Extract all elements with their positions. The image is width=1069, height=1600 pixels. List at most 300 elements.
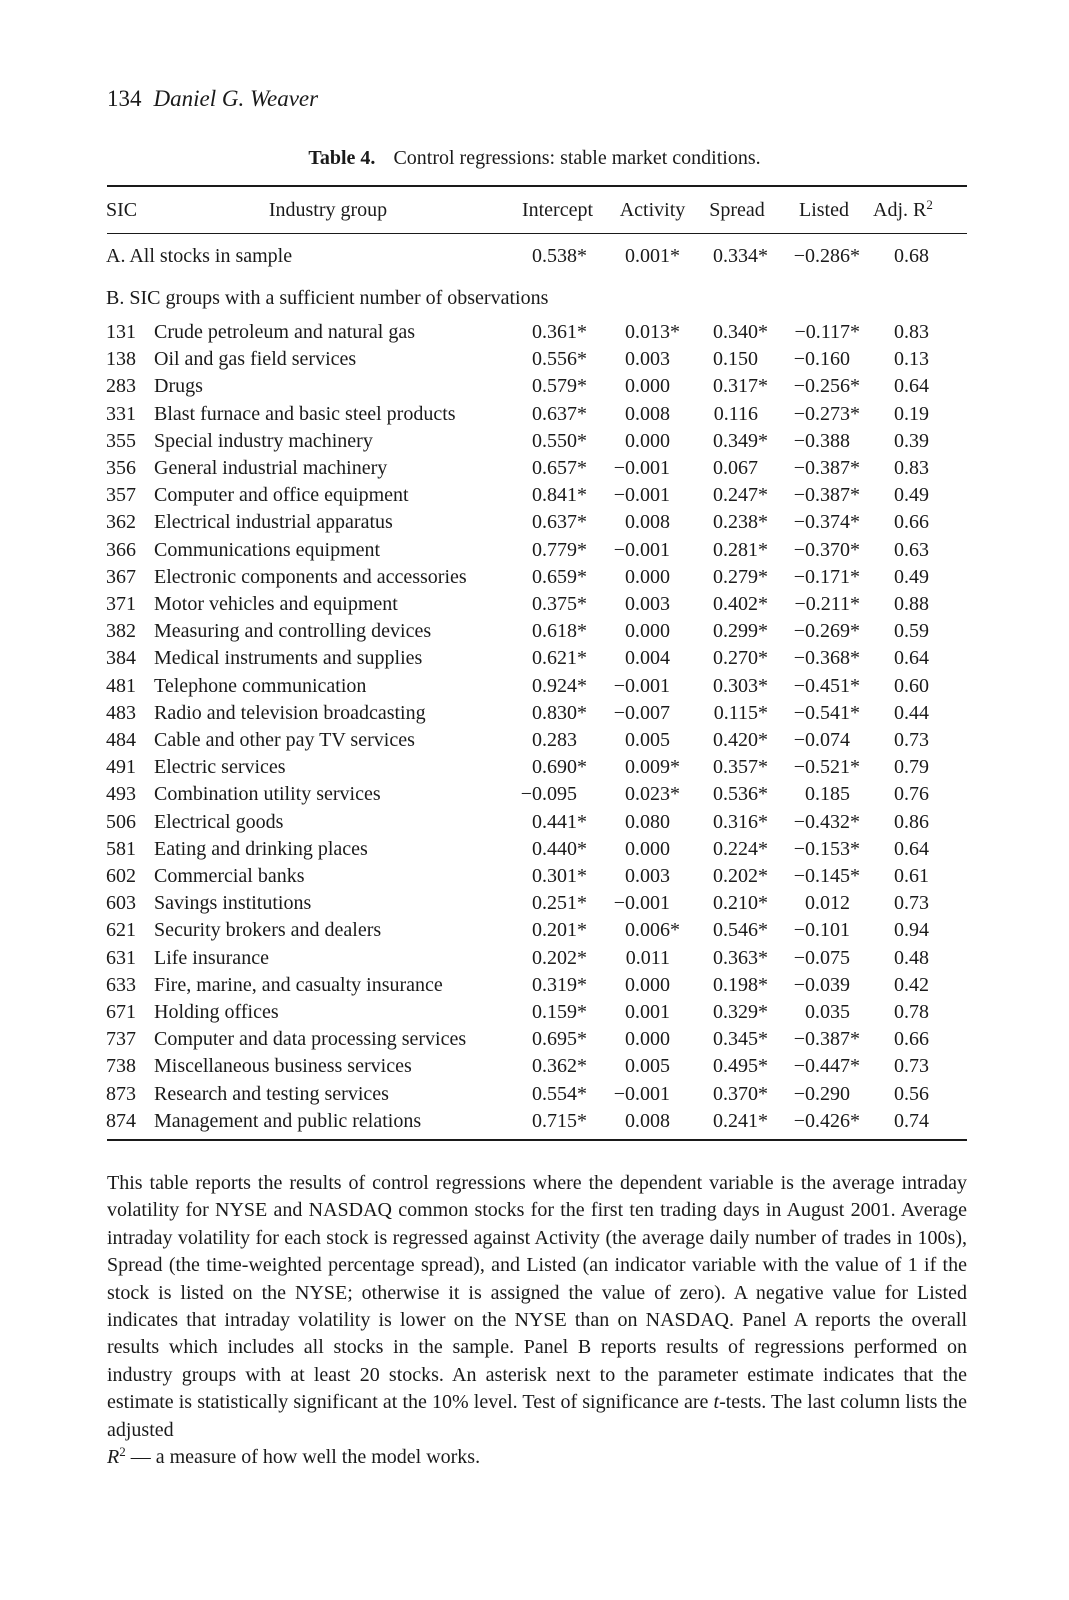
number: 0.004 <box>625 647 670 670</box>
number: −0.160 <box>793 348 850 371</box>
number: 0.657 <box>532 457 577 479</box>
spread-value <box>680 483 768 507</box>
spread-value <box>680 619 768 643</box>
listed-value <box>770 810 860 834</box>
number: −0.001 <box>613 1082 670 1105</box>
spread-value <box>680 1027 768 1051</box>
significance-star: * <box>577 457 587 479</box>
activity-value <box>590 565 680 589</box>
listed-value <box>770 374 860 398</box>
significance-star: * <box>758 892 768 915</box>
activity-value <box>590 429 680 453</box>
number: 0.150 <box>713 348 758 371</box>
activity-value <box>590 755 680 779</box>
significance-star: * <box>577 919 587 942</box>
listed-value <box>770 973 860 997</box>
sic-code: 631 <box>106 946 136 969</box>
number: 0.000 <box>625 837 670 860</box>
number: 0.536 <box>713 783 758 806</box>
panel-a-activity <box>590 244 680 268</box>
activity-value <box>590 891 680 915</box>
intercept-value <box>500 782 587 806</box>
number: 0.546 <box>713 919 758 942</box>
number: 0.579 <box>532 375 577 398</box>
significance-star: * <box>670 321 680 343</box>
number: 0.299 <box>713 620 758 643</box>
activity-value <box>590 510 680 534</box>
intercept-value <box>500 646 587 670</box>
table-title: Control regressions: stable market conditions. <box>393 147 761 169</box>
significance-star: * <box>850 1109 860 1132</box>
significance-star: * <box>577 1028 587 1051</box>
industry-name: Electrical industrial apparatus <box>154 511 393 534</box>
sic-code: 603 <box>106 892 136 915</box>
number: −0.286 <box>793 245 850 267</box>
adj-r2-value: 0.48 <box>894 946 929 969</box>
intercept-value <box>500 374 587 398</box>
number: −0.075 <box>793 946 850 969</box>
adj-r2-value: 0.63 <box>894 538 929 561</box>
significance-star: * <box>758 1082 768 1105</box>
significance-star: * <box>850 538 860 561</box>
significance-star: * <box>850 1028 860 1051</box>
panel-b-label: B. SIC groups with a sufficient number of observations <box>106 287 549 309</box>
intercept-value <box>500 483 587 507</box>
sic-code: 738 <box>106 1055 136 1078</box>
significance-star: * <box>758 565 768 588</box>
number: 0.247 <box>713 484 758 507</box>
significance-star: * <box>850 756 860 779</box>
significance-star: * <box>577 1082 587 1105</box>
industry-name: Medical instruments and supplies <box>154 647 423 670</box>
activity-value <box>590 946 680 970</box>
panel-a-listed <box>770 244 860 268</box>
industry-name: Communications equipment <box>154 538 381 561</box>
number: 0.363 <box>713 946 758 969</box>
industry-name: Fire, marine, and casualty insurance <box>154 973 443 996</box>
activity-value <box>590 701 680 725</box>
number: 0.159 <box>532 1001 577 1023</box>
listed-value <box>770 347 860 371</box>
significance-star: * <box>850 647 860 670</box>
value-text <box>794 245 860 267</box>
significance-star: * <box>758 647 768 670</box>
number: 0.340 <box>713 321 758 343</box>
activity-value <box>590 1000 680 1024</box>
number: 0.251 <box>532 892 577 915</box>
sic-code: 357 <box>106 484 136 507</box>
sic-code: 382 <box>106 620 136 643</box>
industry-name: Computer and office equipment <box>154 484 409 507</box>
number: 0.362 <box>532 1055 577 1078</box>
spread-value <box>680 810 768 834</box>
spread-value <box>680 891 768 915</box>
industry-name: Electrical goods <box>154 810 284 833</box>
significance-star: * <box>758 1109 768 1132</box>
adj-r2-value: 0.76 <box>894 783 929 806</box>
significance-star: * <box>577 892 587 915</box>
industry-name: Miscellaneous business services <box>154 1055 412 1078</box>
number: 0.715 <box>532 1109 577 1132</box>
significance-star: * <box>758 946 768 969</box>
intercept-value <box>500 891 587 915</box>
number: 0.420 <box>713 729 758 751</box>
adj-r2-value: 0.39 <box>894 429 929 452</box>
spread-value <box>680 429 768 453</box>
spread-value <box>680 646 768 670</box>
significance-star: * <box>758 321 768 343</box>
number: 0.319 <box>532 973 577 996</box>
number: −0.007 <box>613 701 670 724</box>
intercept-value <box>500 973 587 997</box>
number: 0.441 <box>532 810 577 833</box>
significance-star: * <box>850 837 860 860</box>
intercept-value <box>500 510 587 534</box>
number: 0.317 <box>713 375 758 398</box>
adj-r2-value: 0.88 <box>894 593 929 615</box>
header-sic: SIC <box>106 199 138 221</box>
listed-value <box>770 837 860 861</box>
bottom-rule <box>107 1139 967 1141</box>
activity-value <box>590 646 680 670</box>
activity-value <box>590 837 680 861</box>
listed-value <box>770 646 860 670</box>
listed-value <box>770 728 860 752</box>
number: −0.001 <box>613 484 670 507</box>
industry-name: Computer and data processing services <box>154 1028 467 1051</box>
industry-name: Commercial banks <box>154 865 305 887</box>
industry-name: Motor vehicles and equipment <box>154 593 398 615</box>
table-caption <box>0 147 1069 170</box>
sic-code: 355 <box>106 429 136 452</box>
spread-value <box>680 973 768 997</box>
listed-value <box>770 592 860 616</box>
adj-r2-value: 0.73 <box>894 729 929 751</box>
number: 0.329 <box>713 1001 758 1023</box>
spread-value <box>680 755 768 779</box>
sic-code: 371 <box>106 593 136 615</box>
number: 0.116 <box>713 402 758 425</box>
adj-r2-value: 0.13 <box>894 348 929 371</box>
significance-star: * <box>577 245 587 267</box>
number: 0.011 <box>625 946 670 969</box>
footnote-r2-superscript: 2 <box>119 1444 126 1460</box>
adj-r2-value: 0.64 <box>894 375 929 398</box>
intercept-value <box>500 429 587 453</box>
number: −0.387 <box>793 484 850 507</box>
number: 0.005 <box>625 1055 670 1078</box>
sic-code: 384 <box>106 647 136 670</box>
value-text <box>625 245 680 267</box>
significance-star: * <box>850 245 860 267</box>
spread-value <box>680 728 768 752</box>
number: 0.495 <box>713 1055 758 1078</box>
number: 0.115 <box>713 701 758 724</box>
intercept-value <box>500 946 587 970</box>
intercept-value <box>500 864 587 888</box>
listed-value <box>770 701 860 725</box>
adj-r2-value: 0.83 <box>894 321 929 343</box>
intercept-value <box>500 1109 587 1133</box>
significance-star: * <box>758 620 768 643</box>
number: 0.279 <box>713 565 758 588</box>
activity-value <box>590 374 680 398</box>
number: −0.001 <box>613 674 670 697</box>
number: 0.008 <box>625 511 670 534</box>
number: −0.117 <box>794 321 850 343</box>
listed-value <box>770 429 860 453</box>
number: 0.000 <box>625 620 670 643</box>
activity-value <box>590 864 680 888</box>
number: −0.290 <box>793 1082 850 1105</box>
significance-star: * <box>577 565 587 588</box>
significance-star: * <box>850 484 860 507</box>
significance-star: * <box>577 973 587 996</box>
header-listed: Listed <box>799 199 849 221</box>
table-footnote <box>107 1170 967 1471</box>
number: −0.426 <box>793 1109 850 1132</box>
number: −0.541 <box>793 701 850 724</box>
significance-star: * <box>758 919 768 942</box>
sic-code: 283 <box>106 375 136 398</box>
number: 0.659 <box>532 565 577 588</box>
significance-star: * <box>758 1055 768 1078</box>
activity-value <box>590 619 680 643</box>
sic-code: 481 <box>106 674 136 697</box>
listed-value <box>770 402 860 426</box>
industry-name: Measuring and controlling devices <box>154 620 432 643</box>
significance-star: * <box>758 837 768 860</box>
significance-star: * <box>670 919 680 942</box>
spread-value <box>680 1082 768 1106</box>
sic-code: 602 <box>106 865 136 887</box>
number: −0.171 <box>793 565 850 588</box>
number: −0.074 <box>793 729 850 751</box>
number: 0.334 <box>713 245 758 267</box>
adj-r2-value: 0.64 <box>894 837 929 860</box>
number: −0.001 <box>613 538 670 561</box>
adj-r2-value: 0.56 <box>894 1082 929 1105</box>
industry-name: Special industry machinery <box>154 429 373 452</box>
significance-star: * <box>758 511 768 534</box>
industry-name: Electronic components and accessories <box>154 565 467 588</box>
number: 0.637 <box>532 402 577 425</box>
adj-r2-value: 0.78 <box>894 1001 929 1023</box>
industry-name: Combination utility services <box>154 783 381 806</box>
number: 0.210 <box>713 892 758 915</box>
number: −0.211 <box>794 593 850 615</box>
sic-code: 331 <box>106 402 136 425</box>
number: −0.368 <box>793 647 850 670</box>
significance-star: * <box>577 756 587 779</box>
industry-name: Life insurance <box>154 946 269 969</box>
footnote-r: R <box>107 1446 120 1469</box>
spread-value <box>680 837 768 861</box>
intercept-value <box>500 810 587 834</box>
spread-value <box>680 565 768 589</box>
number: 0.556 <box>532 348 577 371</box>
adj-r2-value: 0.42 <box>894 973 929 996</box>
activity-value <box>590 1082 680 1106</box>
number: 0.779 <box>532 538 577 561</box>
significance-star: * <box>758 375 768 398</box>
number: 0.185 <box>805 783 850 806</box>
sic-code: 138 <box>106 348 136 371</box>
significance-star: * <box>577 865 587 887</box>
industry-name: Cable and other pay TV services <box>154 729 415 751</box>
spread-value <box>680 510 768 534</box>
significance-star: * <box>758 810 768 833</box>
spread-value <box>680 592 768 616</box>
number: 0.202 <box>532 946 577 969</box>
industry-name: Blast furnace and basic steel products <box>154 402 456 425</box>
listed-value <box>770 782 860 806</box>
number: 0.241 <box>713 1109 758 1132</box>
number: −0.269 <box>793 620 850 643</box>
listed-value <box>770 320 860 344</box>
spread-value <box>680 864 768 888</box>
header-intercept: Intercept <box>521 199 594 221</box>
listed-value <box>770 1054 860 1078</box>
adj-r2-value: 0.59 <box>894 620 929 643</box>
industry-name: Savings institutions <box>154 892 312 915</box>
sic-code: 356 <box>106 457 136 479</box>
number: 0.281 <box>713 538 758 561</box>
activity-value <box>590 347 680 371</box>
number: 0.554 <box>532 1082 577 1105</box>
number: −0.095 <box>520 783 577 806</box>
value-text <box>532 245 587 267</box>
sic-code: 362 <box>106 511 136 534</box>
number: 0.440 <box>532 837 577 860</box>
sic-code: 671 <box>106 1001 136 1023</box>
number: 0.357 <box>713 756 758 779</box>
number: 0.202 <box>713 865 758 887</box>
sic-code: 737 <box>106 1028 136 1051</box>
industry-name: Electric services <box>154 756 286 779</box>
activity-value <box>590 483 680 507</box>
value-text <box>713 245 768 267</box>
listed-value <box>770 946 860 970</box>
listed-value <box>770 674 860 698</box>
industry-name: Drugs <box>154 375 203 398</box>
sic-code: 506 <box>106 810 136 833</box>
listed-value <box>770 891 860 915</box>
sic-code: 581 <box>106 837 136 860</box>
adj-r2-value: 0.66 <box>894 1028 929 1051</box>
page-number: 134 <box>107 86 142 111</box>
significance-star: * <box>577 701 587 724</box>
sic-code: 483 <box>106 701 136 724</box>
adj-r2-value: 0.19 <box>894 402 929 425</box>
number: −0.256 <box>793 375 850 398</box>
significance-star: * <box>758 245 768 267</box>
number: −0.432 <box>793 810 850 833</box>
activity-value <box>590 973 680 997</box>
industry-name: Crude petroleum and natural gas <box>154 321 416 343</box>
intercept-value <box>500 1054 587 1078</box>
adj-r2-value: 0.60 <box>894 674 929 697</box>
activity-value <box>590 320 680 344</box>
adj-r2-value: 0.83 <box>894 457 929 479</box>
significance-star: * <box>758 484 768 507</box>
number: 0.008 <box>625 402 670 425</box>
sic-code: 484 <box>106 729 136 751</box>
number: 0.008 <box>625 1109 670 1132</box>
number: 0.349 <box>713 429 758 452</box>
activity-value <box>590 538 680 562</box>
number: 0.621 <box>532 647 577 670</box>
significance-star: * <box>850 810 860 833</box>
significance-star: * <box>577 810 587 833</box>
significance-star: * <box>577 647 587 670</box>
footnote-text-3: — a measure of how well the model works. <box>125 1446 481 1469</box>
number: 0.345 <box>713 1028 758 1051</box>
number: 0.012 <box>805 892 850 915</box>
significance-star: * <box>577 484 587 507</box>
number: 0.005 <box>625 729 670 751</box>
number: −0.387 <box>793 457 850 479</box>
adj-r2-value: 0.66 <box>894 511 929 534</box>
activity-value <box>590 1109 680 1133</box>
sic-code: 367 <box>106 565 136 588</box>
industry-name: Radio and television broadcasting <box>154 701 426 724</box>
table-label: Table 4. <box>308 147 376 169</box>
spread-value <box>680 374 768 398</box>
footnote-t: t <box>713 1391 720 1414</box>
number: 0.238 <box>713 511 758 534</box>
number: 0.080 <box>625 810 670 833</box>
significance-star: * <box>758 783 768 806</box>
intercept-value <box>500 674 587 698</box>
spread-value <box>680 456 768 480</box>
spread-value <box>680 402 768 426</box>
spread-value <box>680 946 768 970</box>
number: 0.000 <box>625 565 670 588</box>
number: 0.637 <box>532 511 577 534</box>
significance-star: * <box>850 511 860 534</box>
significance-star: * <box>850 593 860 615</box>
activity-value <box>590 456 680 480</box>
industry-name: Oil and gas field services <box>154 348 357 371</box>
number: 0.270 <box>713 647 758 670</box>
adj-r2-value: 0.44 <box>894 701 929 724</box>
activity-value <box>590 1027 680 1051</box>
spread-value <box>680 1109 768 1133</box>
number: 0.618 <box>532 620 577 643</box>
number: 0.924 <box>532 674 577 697</box>
intercept-value <box>500 592 587 616</box>
significance-star: * <box>758 1001 768 1023</box>
number: 0.402 <box>713 593 758 615</box>
significance-star: * <box>577 429 587 452</box>
number: −0.001 <box>613 457 670 479</box>
number: −0.521 <box>793 756 850 779</box>
adj-r2-value: 0.73 <box>894 892 929 915</box>
adj-r2-value: 0.49 <box>894 484 929 507</box>
number: 0.000 <box>625 429 670 452</box>
significance-star: * <box>577 511 587 534</box>
significance-star: * <box>577 538 587 561</box>
number: 0.375 <box>532 593 577 615</box>
sic-code: 874 <box>106 1109 136 1132</box>
spread-value <box>680 347 768 371</box>
industry-name: Research and testing services <box>154 1082 389 1105</box>
spread-value <box>680 918 768 942</box>
intercept-value <box>500 347 587 371</box>
significance-star: * <box>577 321 587 343</box>
number: −0.001 <box>613 892 670 915</box>
